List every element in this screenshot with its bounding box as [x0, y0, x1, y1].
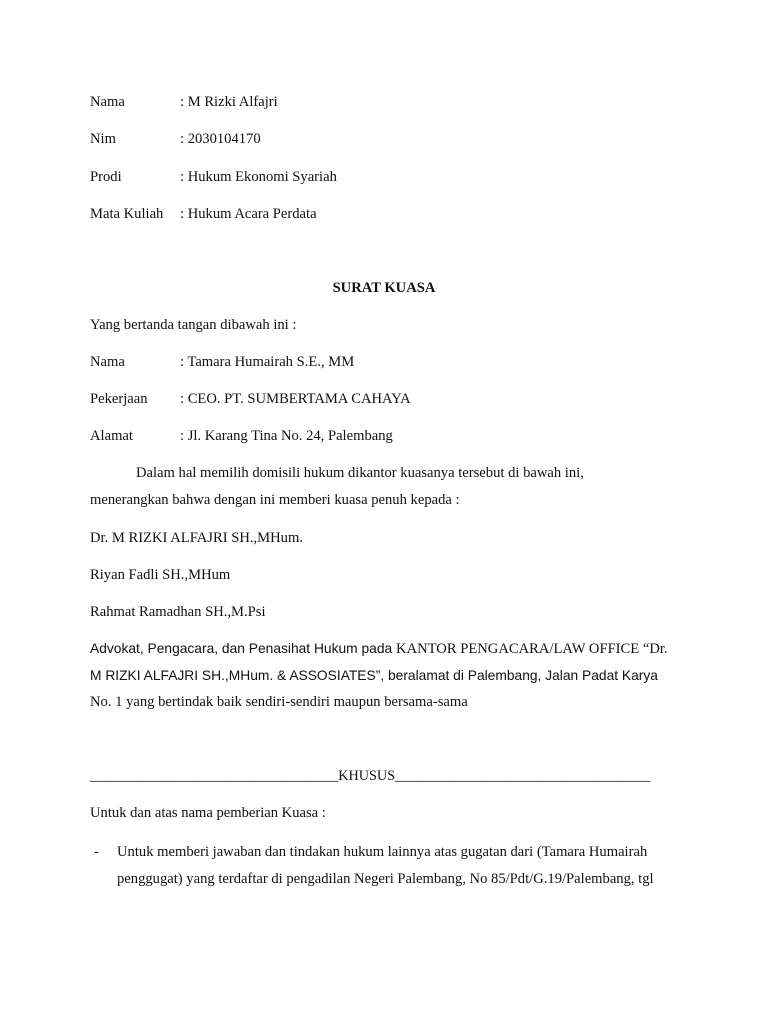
bullet-line-1: Untuk memberi jawaban dan tindakan hukum lainnya atas gugatan dari (Tamara Humairah [117, 844, 648, 860]
attorney-1: Dr. M RIZKI ALFAJRI SH.,MHum. [90, 530, 303, 546]
purpose-intro: Untuk dan atas nama pemberian Kuasa : [90, 805, 326, 821]
bullet-line-2: penggugat) yang terdaftar di pengadilan Negeri Palembang, No 85/Pdt/G.19/Palembang, tgl [117, 871, 654, 887]
paragraph-line-2: menerangkan bahwa dengan ini memberi kuasa penuh kepada : [90, 492, 460, 508]
attorney-3: Rahmat Ramadhan SH.,M.Psi [90, 604, 266, 620]
attorney-2: Riyan Fadli SH.,MHum [90, 567, 231, 583]
grantor-job-label: Pekerjaan [90, 391, 148, 407]
grantor-address-value: : Jl. Karang Tina No. 24, Palembang [180, 428, 393, 444]
grantor-address-label: Alamat [90, 428, 133, 444]
letter-intro: Yang bertanda tangan dibawah ini : [90, 317, 297, 333]
letter-title: SURAT KUASA [332, 280, 436, 296]
advokat-line-3: No. 1 yang bertindak baik sendiri-sendiri maupun bersama-sama [90, 694, 468, 710]
student-name-value: : M Rizki Alfajri [180, 94, 278, 110]
student-nim-label: Nim [90, 131, 116, 147]
bullet-dash: - [94, 844, 99, 860]
student-course-value: : Hukum Acara Perdata [180, 206, 317, 222]
advokat-line-1 [90, 640, 668, 658]
advokat-line-1-part-1: Advokat, Pengacara, dan Penasihat Hukum pada [90, 641, 397, 656]
advokat-line-2-part-1: M RIZKI ALFAJRI SH.,MHum. & ASSOSIATES [90, 668, 376, 683]
grantor-job-value: : CEO. PT. SUMBERTAMA CAHAYA [180, 391, 411, 407]
student-prodi-value: : Hukum Ekonomi Syariah [180, 169, 337, 185]
student-course-label: Mata Kuliah [90, 206, 164, 222]
advokat-line-2-part-2: ”, beralamat di Palembang, Jalan Padat Karya [375, 668, 658, 683]
student-prodi-label: Prodi [90, 169, 122, 185]
advokat-line-2 [90, 667, 658, 685]
student-name-label: Nama [90, 94, 125, 110]
advokat-line-1-part-2: KANTOR PENGACARA/LAW OFFICE “Dr. [396, 641, 668, 657]
khusus-divider: ___________________________________KHUSUS____________________________________ [90, 768, 651, 784]
grantor-name-value: : Tamara Humairah S.E., MM [180, 354, 355, 370]
paragraph-line-1: Dalam hal memilih domisili hukum dikantor kuasanya tersebut di bawah ini, [136, 465, 584, 481]
student-nim-value: : 2030104170 [180, 131, 261, 147]
grantor-name-label: Nama [90, 354, 125, 370]
